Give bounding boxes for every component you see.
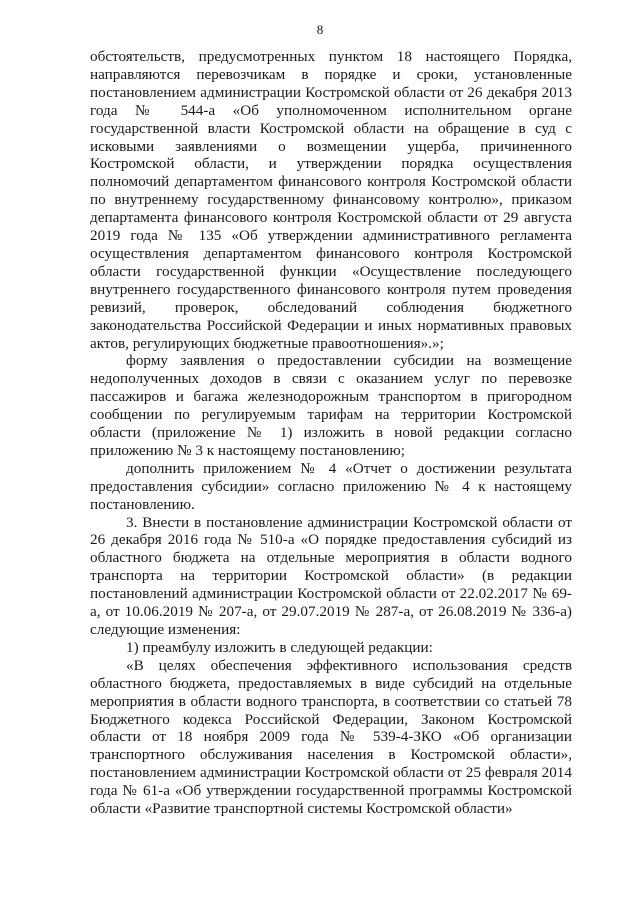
paragraph-preamble-text: «В целях обеспечения эффективного использования средств областного бюджета, предоставляемых в виде субсидий на отдельные мероприятия в области водного транспорта, в соответствии со статьей 78 Бюджетного кодекса Российской Федерации, Законом Костромской области от 18 ноября 2009 года № 539-4-ЗКО «Об организации транспортного обслуживания населения в Костромской области», постановлением администрации Костромской области от 25 февраля 2014 года № 61-а «Об утверждении государственной программы Костромской области «Развитие транспортной системы Костромской области» [90,656,572,818]
paragraph-preamble-item: 1) преамбулу изложить в следующей редакции: [126,638,433,656]
paragraph-appendix-4: дополнить приложением № 4 «Отчет о достижении результата предоставления субсидии» согласно приложению № 4 к настоящему постановлению. [90,459,572,513]
paragraph-application-form: форму заявления о предоставлении субсидии на возмещение недополученных доходов в связи с оказанием услуг по перевозке пассажиров и багажа железнодорожным транспортом в пригородном сообщении по регулируемым тарифам на территории Костромской области (приложение № 1) изложить в новой редакции согласно приложению № 3 к настоящему постановлению; [90,352,572,459]
document-body [90,48,572,818]
paragraph-continuation: обстоятельств, предусмотренных пунктом 18 настоящего Порядка, направляются перевозчикам в порядке и сроки, установленные постановлением администрации Костромской области от 26 декабря 2013 года № 544-а «Об уполномоченном исполнительном органе государственной власти Костромской области на обращение в суд с исковыми заявлениями о возмещении ущерба, причиненного Костромской области, и утверждении порядка осуществления полномочий департаментом финансового контроля Костромской области по внутреннему государственному финансовому контролю», приказом департамента финансового контроля Костромской области от 29 августа 2019 года № 135 «Об утверждении административного регламента осуществления департаментом финансового контроля Костромской области государственной функции «Осуществление последующего внутреннего государственного финансового контроля путем проведения ревизий, проверок, обследований соблюдения бюджетного законодательства Российской Федерации и иных нормативных правовых актов, регулирующих бюджетные правоотношения».»; [90,48,572,352]
page-number: 8 [316,22,324,37]
paragraph-section-3: 3. Внести в постановление администрации Костромской области от 26 декабря 2016 года № 510-а «О порядке предоставления субсидий из областного бюджета на отдельные мероприятия в области водного транспорта на территории Костромской области» (в редакции постановлений администрации Костромской области от 22.02.2017 № 69-а, от 10.06.2019 № 207-а, от 29.07.2019 № 287-а, от 26.08.2019 № 336-а) следующие изменения: [90,513,572,638]
